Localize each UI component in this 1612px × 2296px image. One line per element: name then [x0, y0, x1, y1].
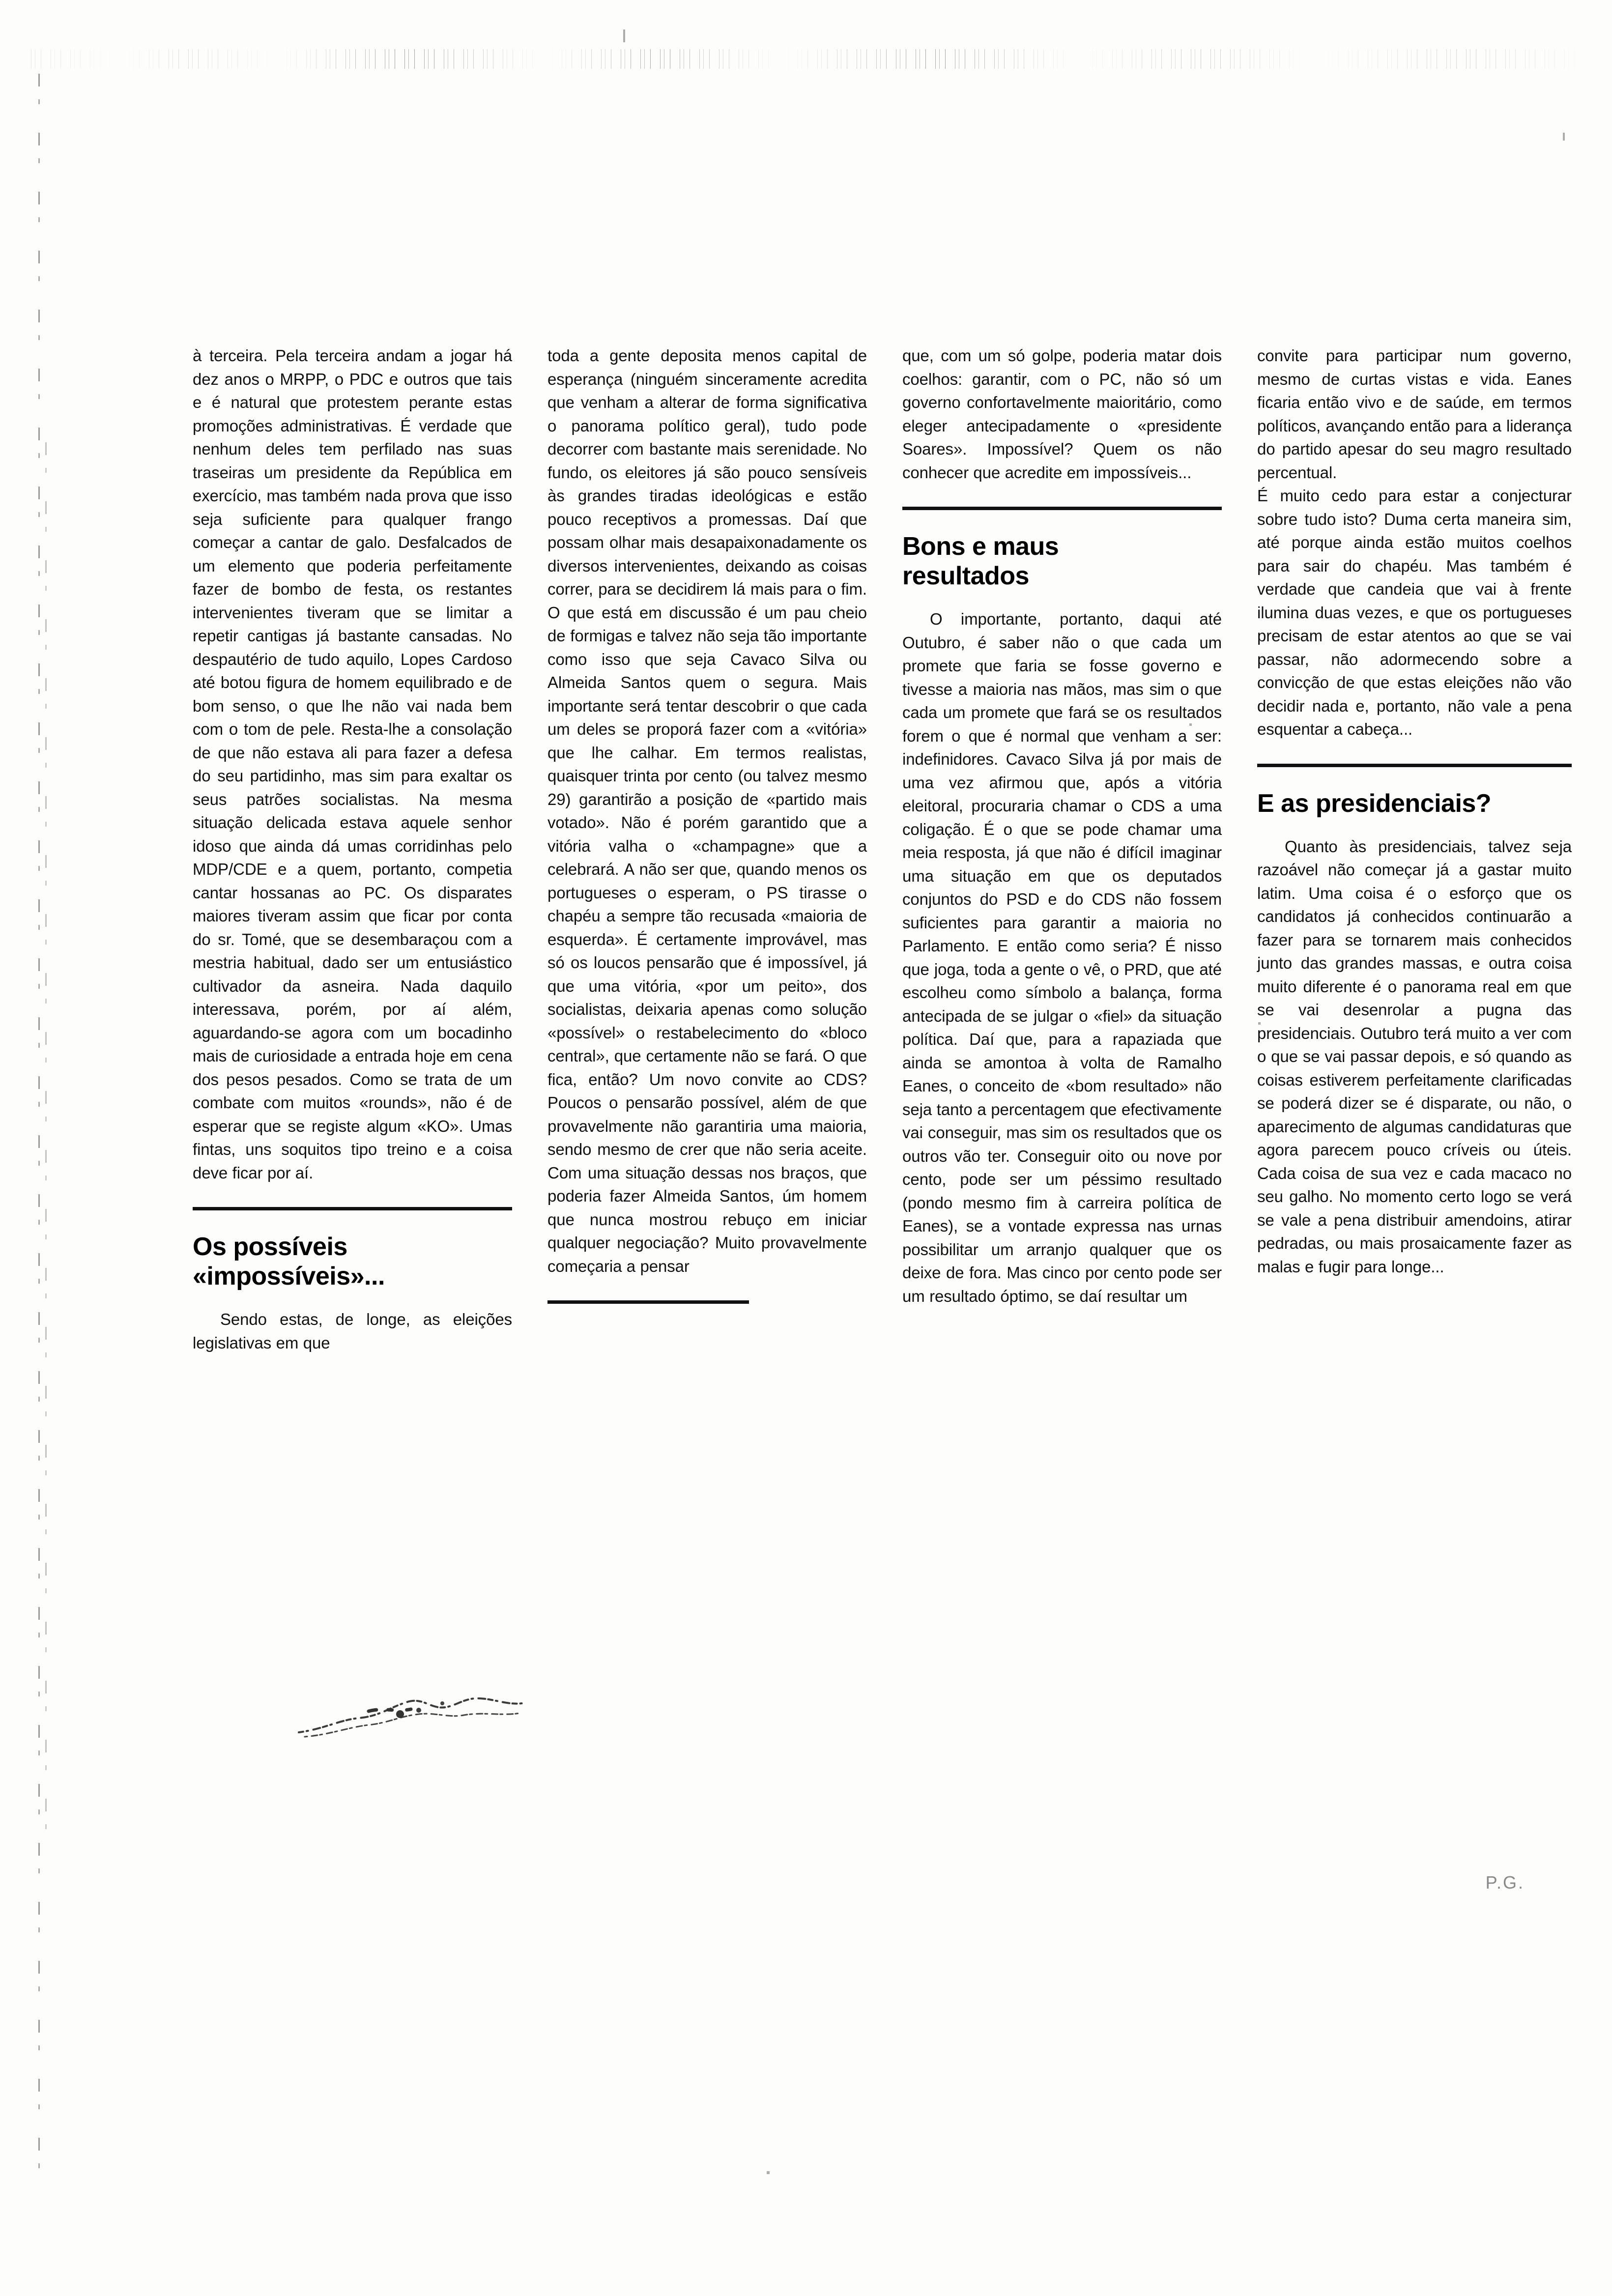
section-heading-line-1: Bons e maus	[902, 532, 1059, 561]
author-initials: P.G.	[1485, 1872, 1525, 1893]
section-heading-bons-e-maus-resultados	[902, 532, 1222, 591]
paragraph: convite para participar num governo, mesmo de curtas vistas e vida. Eanes ficaria então vivo e de saúde, em termos políticos, avançando então para a liderança do partido apesar do seu magro resultado percentual.	[1257, 346, 1572, 482]
scan-left-edge-artifact-secondary	[45, 442, 47, 1854]
article-column-1	[193, 344, 512, 1354]
paragraph: O importante, portanto, daqui até Outubro, é saber não o que cada um promete que faria se fosse governo e tivesse a maioria nas mãos, mas sim o que cada um promete que fará se os resultados forem o que é normal que venham a ser: indefinidores. Cavaco Silva já por mais de uma vez afirmou que, após a vitória eleitoral, procuraria chamar o CDS a uma coligação. É o que se pode chamar uma meia resposta, já que não é difícil imaginar uma situação em que os deputados conjuntos do PSD e do CDS não fossem suficientes para garantir a maioria no Parlamento. E então como seria? É nisso que joga, toda a gente o vê, o PRD, que até escolheu como símbolo a balança, forma antecipada de se julgar o «fiel» da situação política. Daí que, para a rapaziada que ainda se amontoa à volta de Ramalho Eanes, o conceito de «bom resultado» não seja tanto a percentagem que efectivamente vai conseguir, mas sim os resultados que os outros vão ter. Conseguir oito ou nove por cento, pode ser um péssimo resultado (pondo mesmo fim à carreira política de Eanes), se a vontade expressa nas urnas possibilitar um arranjo qualquer que os deixe de fora. Mas cinco por cento pode ser um resultado óptimo, se daí resultar um	[902, 610, 1222, 1305]
spacer	[1257, 741, 1572, 764]
paragraph: à terceira. Pela terceira andam a jogar há dez anos o MRPP, o PDC e outros que tais e é natural que protestem perante estas promoções administrativas. É verdade que nenhum deles tem perfilado nas suas traseiras um presidente da República em exercício, mas também nada prova que isso seja suficiente para qualquer frango começar a cantar de galo. Desfalcados de um elemento que poderia perfeitamente fazer de bombo de festa, os restantes intervenientes tiveram que se limitar a repetir cantigas já bastante cansadas. No despautério de tudo aquilo, Lopes Cardoso até botou figura de homem equilibrado e de bom senso, o que lhe não vai nada bem com o tom de pele. Resta-lhe a consolação de que não estava ali para fazer a defesa do seu partidinho, mas sim para exaltar os seus patrões socialistas. Na mesma situação delicada estava aquele senhor idoso que ainda dá umas corridinhas pelo MDP/CDE e a quem, portanto, competia cantar hossanas ao PC. Os disparates maiores tiveram assim que ficar por conta do sr. Tomé, que se desembaraçou com a mestria habitual, dado ser um entusiástico cultivador da asneira. Nada daquilo interessava, porém, por aí além, aguardando-se agora com um bocadinho mais de curiosidade a entrada hoje em cena dos pesos pesados. Como se trata de um combate com muitos «rounds», não é de esperar que se registe algum «KO». Umas fintas, uns soquitos tipo treino e a coisa deve ficar por aí.	[193, 346, 512, 1182]
stray-speck	[767, 2171, 770, 2174]
section-divider-rule	[1257, 764, 1572, 767]
spacer	[547, 1278, 867, 1300]
section-heading-line-2: resultados	[902, 562, 1029, 590]
spacer	[902, 510, 1222, 532]
section-heading-e-as-presidenciais	[1257, 789, 1572, 818]
article-column-3	[902, 344, 1222, 1308]
section-heading-line-2: «impossíveis»...	[193, 1262, 385, 1291]
section-heading-os-possiveis	[193, 1232, 512, 1291]
paragraph: Quanto às presidenciais, talvez seja razoável não começar já a gastar muito latim. Uma coisa é o esforço que os candidatos já conhecidos continuarão a fazer para se tornarem mais conhecidos junto das grandes massas, e outra coisa muito diferente é o panorama real em que se vai desenrolar a pugna das presidenciais. Outubro terá muito a ver com o que se vai passar depois, e só quando as coisas estiverem perfeitamente clarificadas se poderá dizer se é disparate, ou não, o aparecimento de algumas candidaturas que agora parecem pouco críveis ou úteis. Cada coisa de sua vez e cada macaco no seu galho. No momento certo logo se verá se vale a pena distribuir amendoins, atirar pedradas, ou mais prosaicamente fazer as malas e fugir para longe...	[1257, 837, 1572, 1276]
scan-left-edge-artifact	[38, 74, 40, 2168]
article-body	[193, 344, 1583, 1354]
section-divider-rule	[193, 1207, 512, 1210]
paragraph: que, com um só golpe, poderia matar dois coelhos: garantir, com o PC, não só um governo confortavelmente maioritário, como eleger antecipadamente o «presidente Soares». Impossível? Quem os não conhecer que acredite em impossíveis...	[902, 346, 1222, 482]
ink-smudge-artifact	[295, 1686, 526, 1745]
paragraph: Sendo estas, de longe, as eleições legislativas em que	[193, 1310, 512, 1352]
spacer	[193, 1210, 512, 1232]
spacer	[902, 484, 1222, 507]
section-divider-rule	[547, 1300, 749, 1304]
section-divider-rule	[902, 507, 1222, 510]
spacer	[1257, 767, 1572, 789]
paragraph: É muito cedo para estar a conjecturar sobre tudo isto? Duma certa maneira sim, até porque ainda estão muitos coelhos para sair do chapéu. Mas também é verdade que candeia que vai à frente ilumina duas vezes, e que os portugueses precisam de estar atentos ao que se vai passar, não adormecendo sobre a convicção de que estas eleições não vão decidir nada e, portanto, não vale a pena esquentar a cabeça...	[1257, 487, 1572, 738]
spacer	[902, 591, 1222, 607]
section-heading-line-1: E as presidenciais?	[1257, 789, 1492, 818]
article-column-4	[1257, 344, 1572, 1278]
article-column-2	[547, 344, 867, 1304]
paragraph: toda a gente deposita menos capital de esperança (ninguém sinceramente acredita que venham a alterar de forma significativa o panorama político geral), tudo pode decorrer com bastante mais serenidade. No fundo, os eleitores já são pouco sensíveis às grandes tiradas ideológicas e estão pouco receptivos a promessas. Daí que possam olhar mais desapaixonadamente os diversos intervenientes, deixando as coisas correr, para se decidirem lá mais para o fim. O que está em discussão é um pau cheio de formigas e talvez não seja tão importante como isso que seja Cavaco Silva ou Almeida Santos quem o segura. Mais importante será tentar descobrir o que cada um deles se proporá fazer com a «vitória» que lhe calhar. Em termos realistas, quaisquer trinta por cento (ou talvez mesmo 29) garantirão a posição de «partido mais votado». Não é porém garantido que a vitória valha o «champagne» que a celebrará. A não ser que, quando menos os portugueses o esperam, o PS tirasse o chapéu a sempre tão recusada «maioria de esquerda». É certamente improvável, mas só os loucos pensarão que é impossível, já que uma vitória, «por um peito», dos socialistas, deixaria apenas como solução «possível» o restabelecimento do «bloco central», que certamente não se fará. O que fica, então? Um novo convite ao CDS? Poucos o pensarão possível, além de que provavelmente não garantiria uma maioria, sendo mesmo de crer que não seria aceite. Com uma situação dessas nos braços, que poderia fazer Almeida Santos, úm homem que nunca mostrou rebuço em iniciar qualquer negociação? Muito provavelmente começaria a pensar	[547, 346, 867, 1275]
scan-speckle-artifact	[29, 49, 1592, 69]
article-columns	[193, 344, 1583, 1354]
spacer	[193, 1291, 512, 1308]
spacer	[1257, 818, 1572, 835]
stray-speck	[623, 29, 625, 42]
spacer	[193, 1184, 512, 1207]
section-heading-line-1: Os possíveis	[193, 1233, 347, 1261]
stray-speck	[1563, 133, 1565, 141]
